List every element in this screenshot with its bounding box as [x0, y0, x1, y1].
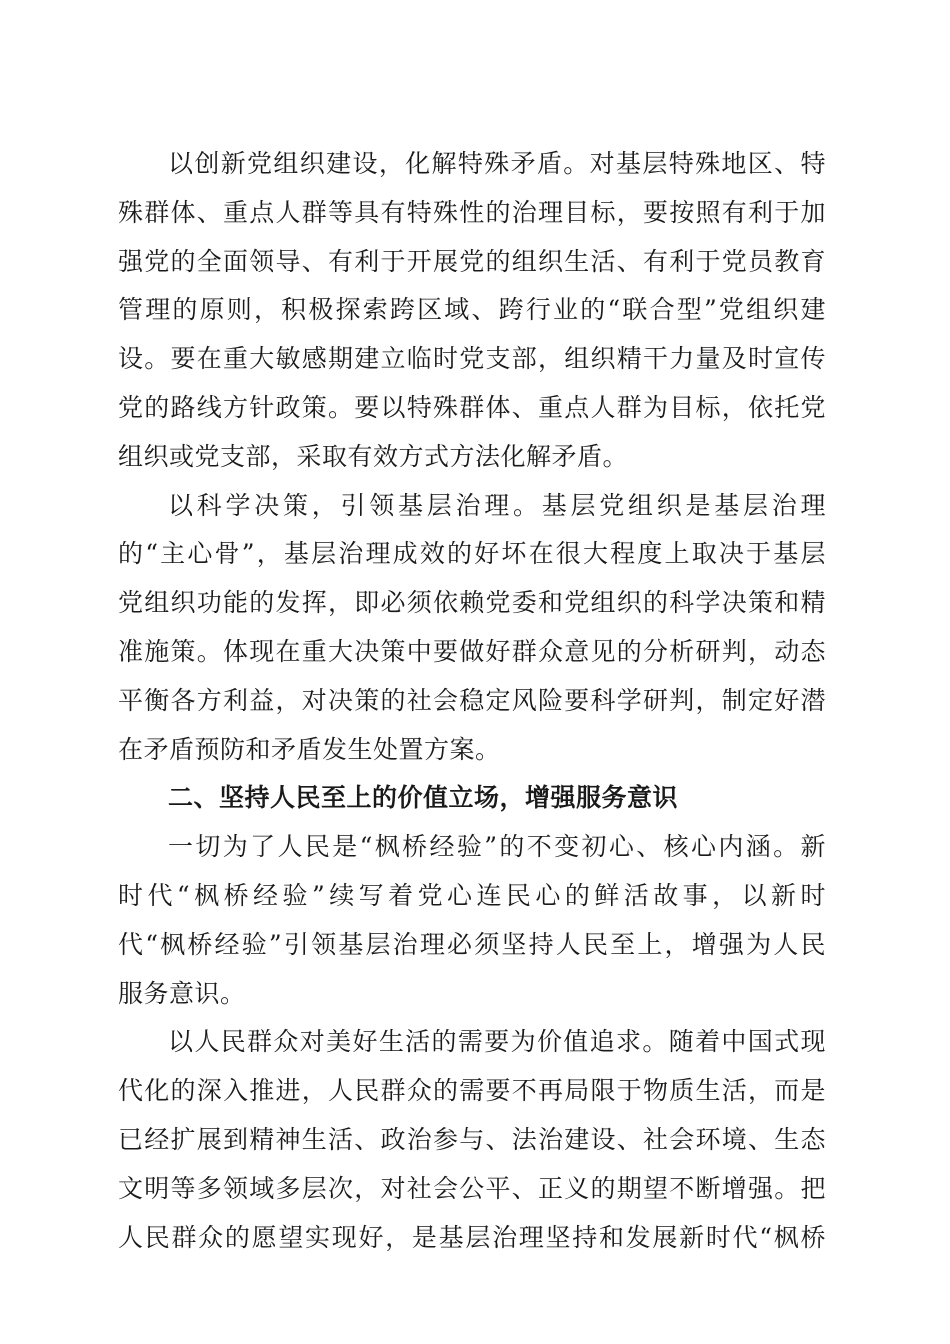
text-line: 党的路线方针政策。要以特殊群体、重点人群为目标，依托党 [118, 392, 826, 422]
text-line: 管理的原则，积极探索跨区域、跨行业的“联合型”党组织建 [118, 295, 826, 325]
text-line: 以创新党组织建设，化解特殊矛盾。对基层特殊地区、特 [168, 149, 826, 178]
text-line: 以科学决策，引领基层治理。基层党组织是基层治理 [168, 490, 826, 520]
text-line: 时代“枫桥经验”续写着党心连民心的鲜活故事，以新时 [118, 880, 826, 910]
text-line: 文明等多领域多层次，对社会公平、正义的期望不断增强。把 [118, 1173, 826, 1203]
section-heading [118, 774, 826, 823]
text-line: 强党的全面领导、有利于开展党的组织生活、有利于党员教育 [118, 246, 826, 276]
text-line: 已经扩展到精神生活、政治参与、法治建设、社会环境、生态 [118, 1124, 826, 1154]
text-line: 设。要在重大敏感期建立临时党支部，组织精干力量及时宣传 [118, 344, 826, 374]
text-line: 殊群体、重点人群等具有特殊性的治理目标，要按照有利于加 [118, 197, 826, 227]
text-line: 的“主心骨”，基层治理成效的好坏在很大程度上取决于基层 [118, 539, 826, 569]
heading-text: 二、坚持人民至上的价值立场，增强服务意识 [168, 783, 679, 813]
text-line: 代“枫桥经验”引领基层治理必须坚持人民至上，增强为人民 [118, 929, 826, 959]
text-line: 人民群众的愿望实现好，是基层治理坚持和发展新时代“枫桥 [118, 1222, 826, 1252]
text-line: 以人民群众对美好生活的需要为价值追求。随着中国式现 [168, 1027, 826, 1057]
paragraph-4 [118, 1018, 826, 1262]
text-line: 一切为了人民是“枫桥经验”的不变初心、核心内涵。新 [168, 832, 826, 862]
paragraph-3 [118, 823, 826, 1018]
text-line: 组织或党支部，采取有效方式方法化解矛盾。 [118, 441, 629, 471]
text-line: 代化的深入推进，人民群众的需要不再局限于物质生活，而是 [118, 1076, 826, 1106]
text-line: 平衡各方利益，对决策的社会稳定风险要科学研判，制定好潜 [118, 685, 826, 715]
text-line: 准施策。体现在重大决策中要做好群众意见的分析研判，动态 [118, 636, 826, 666]
paragraph-2 [118, 482, 826, 775]
text-line: 服务意识。 [118, 978, 246, 1008]
document-body [118, 140, 826, 1262]
text-line: 在矛盾预防和矛盾发生处置方案。 [118, 734, 501, 764]
paragraph-1 [118, 140, 826, 482]
text-line: 党组织功能的发挥，即必须依赖党委和党组织的科学决策和精 [118, 588, 826, 618]
